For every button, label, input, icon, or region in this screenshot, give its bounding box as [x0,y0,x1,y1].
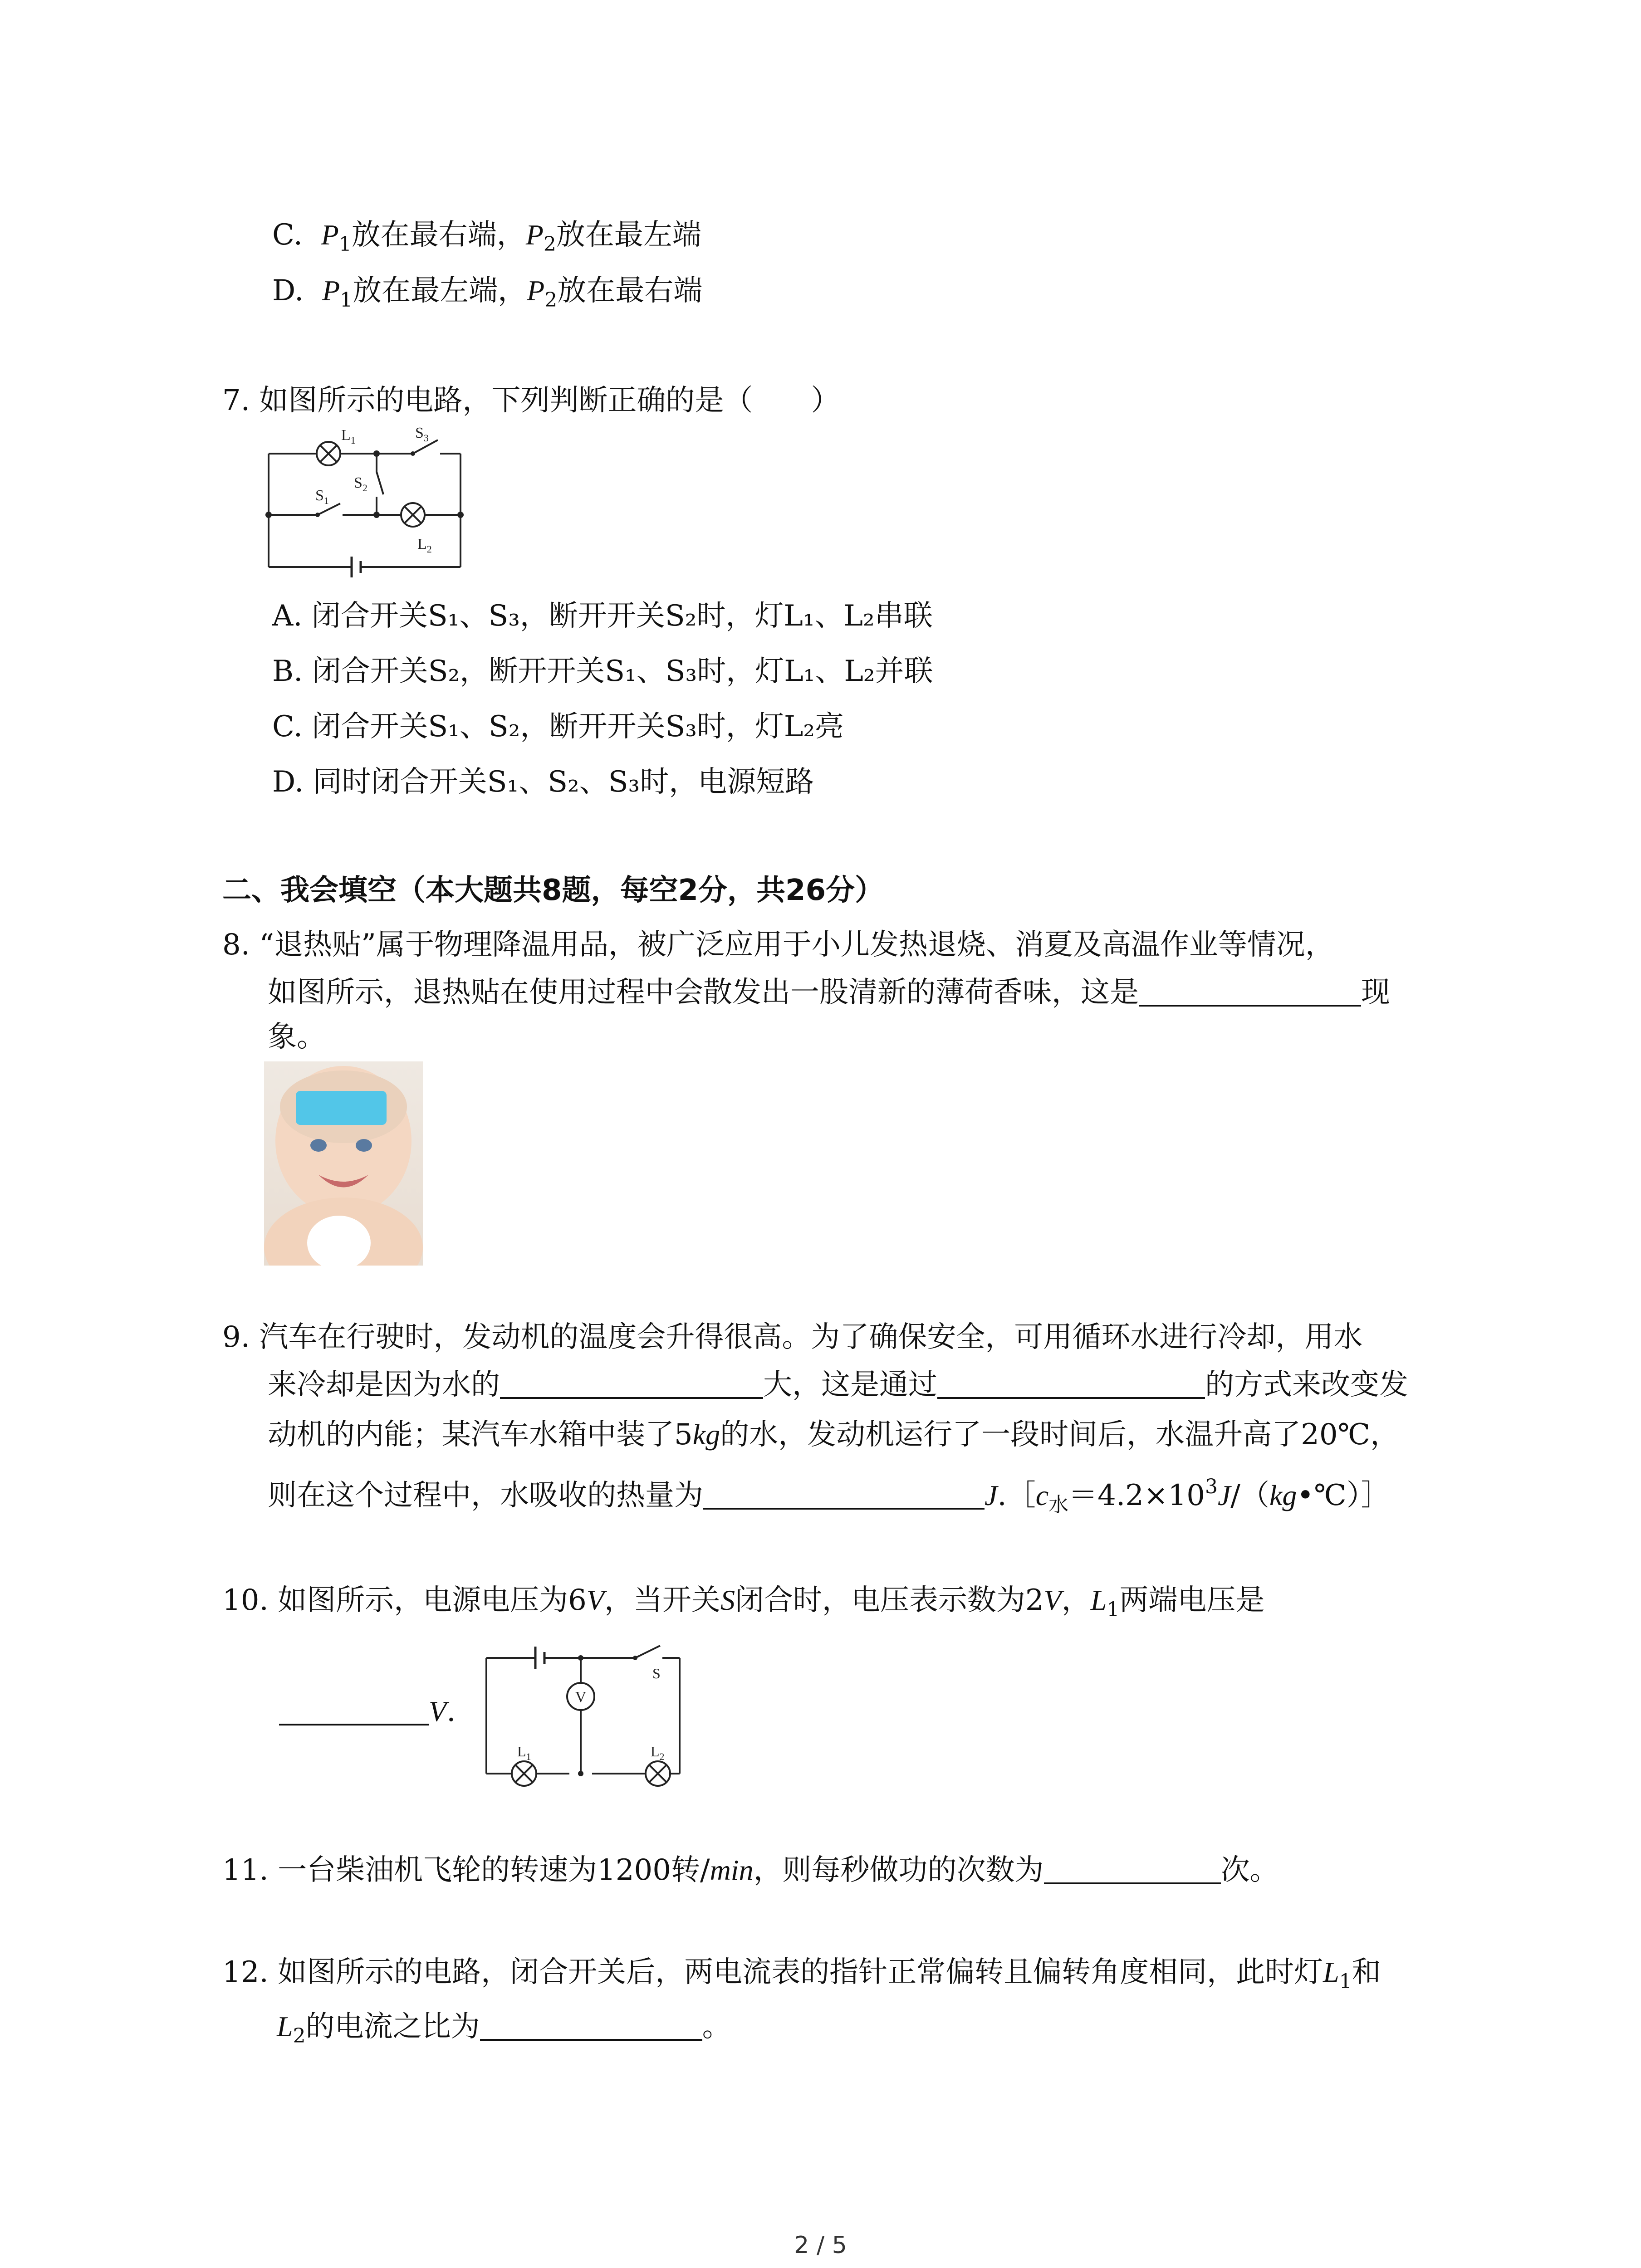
answer-blank[interactable] [1139,978,1361,1007]
q12-text: 。 [702,2010,731,2043]
subscript: 1 [1339,1970,1352,1993]
svg-text:L1: $L_1$ [517,1743,531,1762]
q10-line-1 [222,1579,1264,1632]
q11-text: 11. 一台柴油机飞轮的转速为1200转/ [222,1853,710,1887]
q9-text: •℃）］ [1297,1479,1390,1512]
q8-line-1: 8. “退热贴”属于物理降温用品，被广泛应用于小儿发热退烧、消夏及高温作业等情况， [222,928,1334,962]
q8-text: 如图所示，退热贴在使用过程中会散发出一股清新的薄荷香味，这是 [268,976,1139,1009]
voltmeter-icon [567,1683,594,1710]
q7-stem: 7. 如图所示的电路，下列判断正确的是（ ） [222,384,840,417]
answer-blank[interactable] [937,1370,1205,1399]
svg-text:V: V [575,1689,587,1706]
answer-blank[interactable] [1044,1855,1221,1884]
q10-text: ， [1061,1584,1091,1617]
q9-text: /（ [1230,1479,1269,1512]
q11-text: ，则每秒做功的次数为 [753,1853,1044,1887]
unit-j: J [1218,1479,1231,1511]
var-p: P [527,274,545,307]
answer-blank[interactable] [279,1696,429,1725]
subscript: 1 [1107,1598,1120,1621]
lamp-l1-icon [512,1761,536,1786]
q11-text: 次。 [1220,1853,1279,1887]
q9-line-2 [268,1363,1408,1407]
q7-option-b: B. 闭合开关S₂，断开开关S₁、S₃时，灯L₁、L₂并联 [272,655,933,688]
option-text: 放在最左端 [556,218,701,252]
option-text: 放在最右端， [351,218,526,252]
answer-blank[interactable] [703,1481,985,1510]
var-p: P [321,219,339,251]
q8-line-2 [268,971,1390,1014]
var-p: P [525,219,544,251]
battery-icon [352,557,361,577]
subscript: 1 [340,288,353,312]
q8-text: 现 [1361,976,1390,1009]
q10-text: 两端电压是 [1119,1584,1265,1617]
unit-min: min [710,1854,754,1886]
option-text: 放在最右端 [557,274,703,308]
answer-blank[interactable] [500,1370,763,1399]
option-letter: C. [272,218,303,252]
q10-text: ，当开关 [604,1584,720,1617]
svg-text:S2: $S_2$ [354,474,367,494]
q9-text: 来冷却是因为水的 [268,1368,500,1402]
var-l: L [1323,1956,1339,1988]
subscript: 2 [543,233,556,256]
var-l: L [1090,1584,1107,1616]
q9-line-4 [268,1465,1390,1527]
q9-text: 的水，发动机运行了一段时间后，水温升高了20℃， [720,1418,1400,1452]
q10-line-2 [279,1690,456,1733]
subscript: 1 [338,233,352,256]
unit-v: V [1043,1584,1062,1616]
baby-photo [264,1061,423,1266]
q10-text: 10. 如图所示，电源电压为6 [222,1584,587,1617]
q6-option-c [272,213,701,266]
q12-text: 和 [1352,1955,1381,1989]
q12-text: 12. 如图所示的电路，闭合开关后，两电流表的指针正常偏转且偏转角度相同，此时灯 [222,1955,1323,1989]
q9-number: 5 [674,1418,693,1452]
svg-text:S3: $S_3$ [415,425,429,444]
q7-option-c: C. 闭合开关S₁、S₂，断开开关S₃时，灯L₂亮 [272,710,844,743]
q10-text: 闭合时，电压表示数为2 [735,1584,1044,1617]
q10-text: . [446,1695,456,1728]
unit-j: J [985,1479,998,1511]
section-heading: 二、我会填空（本大题共8题，每空2分，共26分） [222,874,884,907]
q10-circuit-diagram [481,1633,685,1787]
q9-text: 大，这是通过 [763,1368,937,1402]
unit-v: V [586,1584,604,1616]
q9-text: 的方式来改变发 [1205,1368,1408,1402]
subscript: 2 [293,2024,306,2048]
lamp-l2-icon [401,503,425,527]
unit-v: V [429,1695,447,1727]
q9-text: 动机的内能；某汽车水箱中装了 [268,1418,674,1452]
lamp-l2-icon [646,1761,670,1786]
battery-icon [535,1647,544,1669]
svg-text:S: S [652,1665,661,1681]
svg-text:L2: $L_2$ [651,1743,665,1762]
q9-line-3 [268,1413,1399,1457]
subscript: 水 [1048,1493,1069,1516]
q11-line-1 [222,1848,1279,1892]
q7-circuit-diagram [263,424,476,578]
svg-text:L1: $L_1$ [341,427,356,446]
svg-text:L2: $L_2$ [417,536,432,555]
q12-line-2 [277,2005,731,2058]
answer-blank[interactable] [480,2012,702,2041]
option-text: 放在最左端， [353,274,527,308]
page-number: 2 / 5 [794,2232,847,2259]
svg-text:S1: $S_1$ [315,487,329,506]
q7-option-d: D. 同时闭合开关S₁、S₂、S₃时，电源短路 [272,765,814,799]
q8-line-3: 象。 [268,1020,326,1054]
q12-text: 的电流之比为 [305,2010,480,2043]
q9-line-1: 9. 汽车在行驶时，发动机的温度会升得很高。为了确保安全，可用循环水进行冷却，用水 [222,1320,1363,1354]
var-c: c [1035,1479,1049,1511]
var-p: P [322,274,340,307]
q7-option-a: A. 闭合开关S₁、S₃，断开开关S₂时，灯L₁、L₂串联 [272,599,933,633]
unit-kg: kg [1269,1479,1297,1511]
q6-option-d [272,269,702,322]
subscript: 2 [544,288,558,312]
q9-text: 则在这个过程中，水吸收的热量为 [268,1479,703,1512]
q12-line-1 [222,1950,1381,2004]
unit-kg: kg [692,1418,720,1451]
var-l: L [277,2010,293,2043]
option-letter: D. [272,274,304,308]
q9-text: ＝4.2×10 [1068,1479,1205,1512]
superscript: 3 [1205,1475,1218,1498]
lamp-l1-icon [317,442,340,465]
var-s: S [720,1584,735,1616]
q9-text: .［ [997,1479,1036,1512]
